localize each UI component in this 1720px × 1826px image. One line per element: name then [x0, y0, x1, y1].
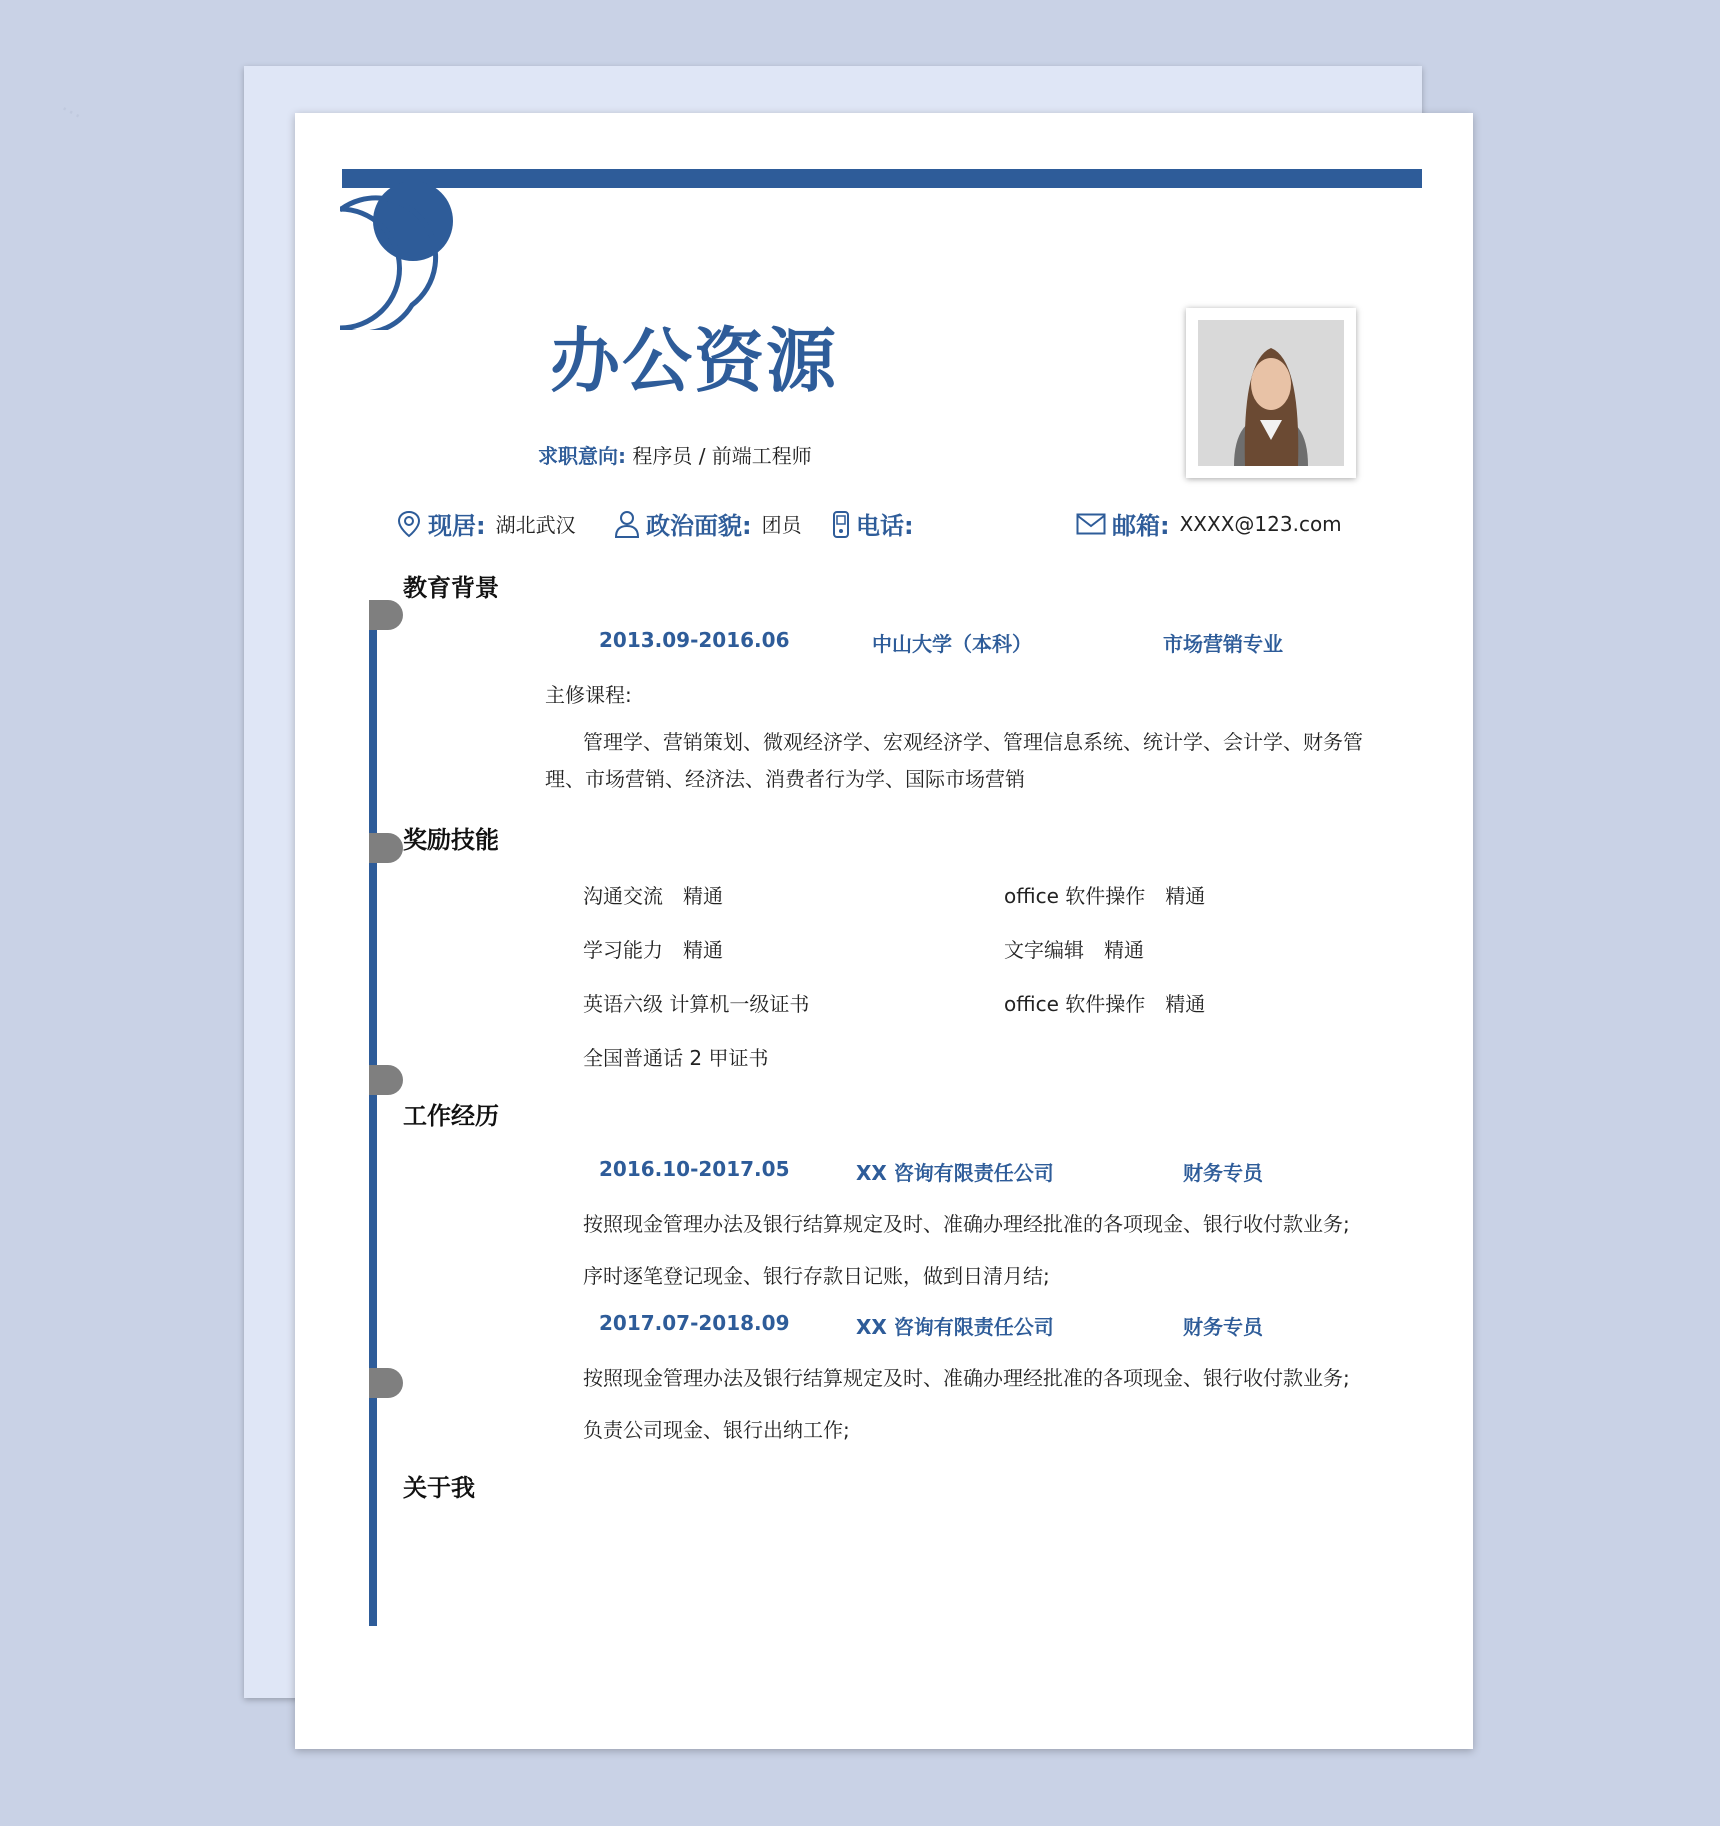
job-period: 2016.10-2017.05: [599, 1157, 790, 1181]
envelope-icon: [1076, 513, 1106, 535]
location-pin-icon: [396, 510, 422, 538]
courses-text: [545, 724, 1365, 798]
timeline-line: [369, 600, 377, 1626]
education-major: 市场营销专业: [1163, 632, 1283, 656]
job-role: 财务专员: [1183, 1161, 1263, 1185]
work-title: 工作经历: [403, 1102, 499, 1130]
location-info: [396, 506, 576, 541]
political-value: 团员: [761, 513, 802, 537]
timeline-node: [369, 600, 403, 630]
skills-title: 奖励技能: [403, 826, 499, 854]
job-duty: 按照现金管理办法及银行结算规定及时、准确办理经批准的各项现金、银行收付款业务;: [583, 1366, 1350, 1390]
skill-item: 沟通交流 精通: [583, 884, 723, 908]
skill-item: 英语六级 计算机一级证书: [583, 992, 810, 1016]
about-title: 关于我: [403, 1474, 475, 1502]
decorative-circles: [340, 180, 460, 330]
email-label: 邮箱:: [1112, 512, 1170, 540]
phone-icon: [832, 509, 850, 539]
job-company: XX 咨询有限责任公司: [856, 1161, 1054, 1185]
job-intent-value: 程序员 / 前端工程师: [632, 444, 812, 468]
education-title: 教育背景: [403, 574, 499, 602]
avatar: [1198, 320, 1344, 466]
watermark: ⋯: [55, 96, 87, 129]
timeline-node: [369, 1368, 403, 1398]
email-info: [1076, 506, 1342, 541]
phone-label: 电话:: [856, 512, 914, 540]
location-value: 湖北武汉: [495, 513, 576, 537]
job-role: 财务专员: [1183, 1315, 1263, 1339]
phone-info: [832, 506, 914, 541]
political-label: 政治面貌:: [646, 512, 752, 540]
job-period: 2017.07-2018.09: [599, 1311, 790, 1335]
skill-item: office 软件操作 精通: [1004, 884, 1206, 908]
top-accent-bar: [342, 169, 1422, 188]
location-label: 现居:: [428, 512, 486, 540]
timeline-node: [369, 833, 403, 863]
skill-item: office 软件操作 精通: [1004, 992, 1206, 1016]
job-company: XX 咨询有限责任公司: [856, 1315, 1054, 1339]
job-duty: 负责公司现金、银行出纳工作;: [583, 1418, 850, 1442]
courses-label: 主修课程:: [545, 683, 632, 707]
courses-line: 管理学、营销策划、微观经济学、宏观经济学、管理信息系统、统计学、会计学、财务管: [583, 730, 1363, 754]
education-period: 2013.09-2016.06: [599, 628, 790, 652]
candidate-name: 办公资源: [550, 320, 838, 402]
skill-item: 文字编辑 精通: [1004, 938, 1144, 962]
political-info: [614, 506, 802, 541]
email-value: XXXX@123.com: [1179, 511, 1342, 536]
courses-line: 理、市场营销、经济法、消费者行为学、国际市场营销: [545, 767, 1025, 791]
profile-photo: [1186, 308, 1356, 478]
timeline-node: [369, 1065, 403, 1095]
job-intent-label: 求职意向:: [538, 444, 626, 468]
education-school: 中山大学（本科）: [872, 632, 1032, 656]
job-duty: 按照现金管理办法及银行结算规定及时、准确办理经批准的各项现金、银行收付款业务;: [583, 1212, 1350, 1236]
job-duty: 序时逐笔登记现金、银行存款日记账，做到日清月结;: [583, 1264, 1050, 1288]
skill-item: 全国普通话 2 甲证书: [583, 1046, 769, 1070]
person-icon: [614, 509, 640, 539]
skill-item: 学习能力 精通: [583, 938, 723, 962]
job-intent: [538, 440, 812, 469]
